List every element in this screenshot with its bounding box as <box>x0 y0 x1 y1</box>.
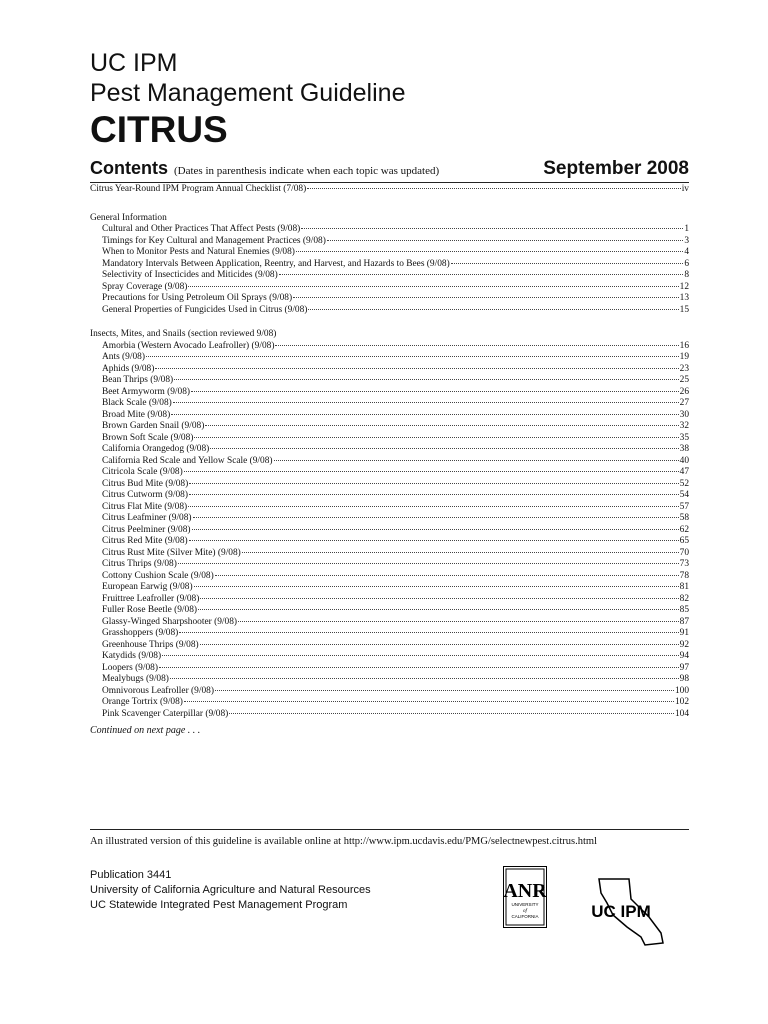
title-guideline: Pest Management Guideline <box>90 79 406 107</box>
insects-list <box>90 341 689 721</box>
toc-entry-title: Timings for Key Cultural and Management Practices (9/08) <box>102 235 326 246</box>
toc-entry-page: 73 <box>679 559 689 569</box>
toc-entry-page: 35 <box>679 432 689 443</box>
dot-leader <box>193 517 679 518</box>
toc-entry-title: Citrus Flat Mite (9/08) <box>102 501 188 512</box>
toc-entry-page: iv <box>681 184 689 194</box>
toc-entry[interactable] <box>90 293 689 305</box>
org-ucipm: UC Statewide Integrated Pest Management Program <box>90 899 348 911</box>
online-version-note: An illustrated version of this guideline is available online at http://www.ipm.ucdavis.edu/PMG/selectnewpest.citrus.html <box>90 836 598 847</box>
toc-entry-page: 12 <box>679 281 689 292</box>
toc-entry[interactable] <box>90 421 689 433</box>
toc-entry[interactable] <box>90 697 689 709</box>
toc-entry-title: Citrus Rust Mite (Silver Mite) (9/08) <box>102 547 241 558</box>
dot-leader <box>238 621 679 622</box>
dot-leader <box>184 471 679 472</box>
top-divider <box>90 182 689 183</box>
toc-entry-title: Citrus Red Mite (9/08) <box>102 536 188 546</box>
dot-leader <box>194 437 678 438</box>
toc-entry[interactable] <box>90 387 689 399</box>
title-ucipm: UC IPM <box>90 49 178 77</box>
toc-entry[interactable] <box>90 674 689 686</box>
toc-entry[interactable] <box>90 375 689 387</box>
toc-entry-title: Brown Garden Snail (9/08) <box>102 421 205 431</box>
toc-entry-page: 38 <box>679 444 689 454</box>
dot-leader <box>451 263 684 264</box>
toc-entry[interactable] <box>90 548 689 560</box>
toc-entry-page: 82 <box>679 593 689 604</box>
toc-entry-title: Spray Coverage (9/08) <box>102 281 188 292</box>
toc-entry-title: Citrus Peelminer (9/08) <box>102 524 191 535</box>
toc-entry[interactable] <box>90 247 689 259</box>
toc-entry-page: 97 <box>679 662 689 673</box>
toc-entry-title: Brown Soft Scale (9/08) <box>102 432 194 443</box>
dot-leader <box>191 391 679 392</box>
toc-entry-page: 98 <box>679 674 689 684</box>
toc-entry-title: Grasshoppers (9/08) <box>102 628 179 638</box>
toc-entry-title: Selectivity of Insecticides and Miticides (9/08) <box>102 270 278 280</box>
toc-entry[interactable] <box>90 651 689 663</box>
title-block <box>90 48 405 150</box>
toc-entry-page: 100 <box>674 685 689 696</box>
toc-entry-page: 30 <box>679 409 689 420</box>
dot-leader <box>192 529 679 530</box>
toc-entry-title: Beet Armyworm (9/08) <box>102 386 191 397</box>
toc-entry-title: Citrus Thrips (9/08) <box>102 559 177 569</box>
contents-header <box>90 158 689 180</box>
toc-entry-title: California Red Scale and Yellow Scale (9/08) <box>102 455 273 466</box>
dot-leader <box>188 506 678 507</box>
toc-entry-page: 78 <box>679 570 689 581</box>
section-heading-insects: Insects, Mites, and Snails (section reviewed 9/08) <box>90 329 277 339</box>
dot-leader <box>159 667 679 668</box>
toc-entry-title: Citricola Scale (9/08) <box>102 467 183 477</box>
toc-entry-page: 92 <box>679 639 689 650</box>
dot-leader <box>184 701 674 702</box>
toc-entry[interactable] <box>90 398 689 410</box>
toc-entry-title: Citrus Cutworm (9/08) <box>102 490 188 500</box>
toc-entry-page: 25 <box>679 375 689 385</box>
toc-entry-page: 102 <box>674 697 689 707</box>
org-anr: University of California Agriculture and Natural Resources <box>90 884 371 896</box>
toc-entry-page: 81 <box>679 582 689 592</box>
toc-entry[interactable] <box>90 582 689 594</box>
contents-note: (Dates in parenthesis indicate when each topic was updated) <box>174 165 440 177</box>
toc-entry[interactable] <box>90 259 689 271</box>
dot-leader <box>215 690 674 691</box>
toc-entry-page: 62 <box>679 524 689 535</box>
toc-entry-title: Aphids (9/08) <box>102 363 155 374</box>
ucipm-logo-text: UC IPM <box>591 902 651 921</box>
toc-entry-title: General Properties of Fungicides Used in Citrus (9/08) <box>102 304 308 315</box>
toc-entry-page: 16 <box>679 340 689 351</box>
toc-entry[interactable] <box>90 536 689 548</box>
toc-entry-page: 52 <box>679 478 689 489</box>
dot-leader <box>296 251 683 252</box>
toc-entry[interactable] <box>90 617 689 629</box>
toc-entry-page: 32 <box>679 421 689 431</box>
anr-logo <box>503 866 547 928</box>
toc-entry-page: 91 <box>679 628 689 638</box>
toc-entry-title: Precautions for Using Petroleum Oil Sprays (9/08) <box>102 293 293 303</box>
dot-leader <box>173 402 679 403</box>
toc-entry-title: Cottony Cushion Scale (9/08) <box>102 570 214 581</box>
continued-note: Continued on next page . . . <box>90 725 201 736</box>
publication-info <box>90 868 371 913</box>
dot-leader <box>327 240 683 241</box>
toc-entry-page: 23 <box>679 363 689 374</box>
toc-entry[interactable] <box>90 444 689 456</box>
toc-entry[interactable] <box>90 224 689 236</box>
dot-leader <box>162 655 679 656</box>
toc-entry[interactable] <box>90 184 689 196</box>
toc-entry-title: California Orangedog (9/08) <box>102 444 210 454</box>
anr-letters: ANR <box>503 880 547 902</box>
toc-entry-title: Glassy-Winged Sharpshooter (9/08) <box>102 616 238 627</box>
toc-entry-page: 27 <box>679 398 689 408</box>
toc-entry-page: 19 <box>679 352 689 362</box>
dot-leader <box>178 563 679 564</box>
toc-entry-title: Mealybugs (9/08) <box>102 674 169 684</box>
dot-leader <box>229 713 674 714</box>
dot-leader <box>215 575 679 576</box>
dot-leader <box>179 632 678 633</box>
dot-leader <box>293 297 679 298</box>
bottom-divider <box>90 829 689 830</box>
dot-leader <box>274 460 679 461</box>
dot-leader <box>275 345 678 346</box>
toc-entry[interactable] <box>90 352 689 364</box>
ucipm-logo <box>571 877 671 947</box>
toc-entry-page: 13 <box>679 293 689 303</box>
dot-leader <box>155 368 678 369</box>
toc-entry-title: Bean Thrips (9/08) <box>102 375 174 385</box>
dot-leader <box>279 274 684 275</box>
toc-entry-page: 40 <box>679 455 689 466</box>
toc-entry-title: Loopers (9/08) <box>102 662 158 673</box>
dot-leader <box>189 540 679 541</box>
contents-date: September 2008 <box>543 158 689 179</box>
dot-leader <box>174 379 678 380</box>
dot-leader <box>210 448 678 449</box>
toc-entry-page: 70 <box>679 547 689 558</box>
toc-entry[interactable] <box>90 559 689 571</box>
toc-entry[interactable] <box>90 686 689 698</box>
dot-leader <box>301 228 683 229</box>
toc-entry-title: European Earwig (9/08) <box>102 582 193 592</box>
dot-leader <box>200 598 678 599</box>
toc-entry-title: Black Scale (9/08) <box>102 398 172 408</box>
dot-leader <box>146 356 679 357</box>
toc-entry[interactable] <box>90 709 689 721</box>
toc-entry[interactable] <box>90 663 689 675</box>
toc-entry-title: Citrus Leafminer (9/08) <box>102 513 192 523</box>
toc-entry-page: 8 <box>684 270 689 280</box>
toc-entry[interactable] <box>90 605 689 617</box>
toc-entry-title: Amorbia (Western Avocado Leafroller) (9/08) <box>102 340 275 351</box>
toc-entry-title: Ants (9/08) <box>102 352 145 362</box>
dot-leader <box>205 425 678 426</box>
toc-entry[interactable] <box>90 236 689 248</box>
toc-entry-title: Cultural and Other Practices That Affect Pests (9/08) <box>102 224 301 234</box>
table-of-contents <box>90 184 689 720</box>
toc-entry[interactable] <box>90 364 689 376</box>
toc-entry-title: Mandatory Intervals Between Application, Reentry, and Harvest, and Hazards to Bees (9/08) <box>102 258 450 269</box>
general-info-list <box>90 224 689 316</box>
toc-entry[interactable] <box>90 456 689 468</box>
toc-entry-title: Broad Mite (9/08) <box>102 409 171 420</box>
toc-entry-page: 104 <box>674 708 689 719</box>
dot-leader <box>242 552 679 553</box>
toc-entry-page: 57 <box>679 501 689 512</box>
toc-entry-page: 3 <box>684 235 689 246</box>
toc-entry-title: Fuller Rose Beetle (9/08) <box>102 605 198 615</box>
toc-entry-title: Citrus Bud Mite (9/08) <box>102 478 189 489</box>
dot-leader <box>307 188 680 189</box>
toc-entry-page: 58 <box>679 513 689 523</box>
toc-entry[interactable] <box>90 594 689 606</box>
toc-entry-title: Omnivorous Leafroller (9/08) <box>102 685 214 696</box>
dot-leader <box>171 414 678 415</box>
dot-leader <box>189 483 678 484</box>
toc-entry-page: 54 <box>679 490 689 500</box>
toc-entry[interactable] <box>90 525 689 537</box>
toc-entry[interactable] <box>90 640 689 652</box>
toc-entry-title: Greenhouse Thrips (9/08) <box>102 639 199 650</box>
dot-leader <box>194 586 679 587</box>
toc-entry-page: 1 <box>684 224 689 234</box>
title-citrus: CITRUS <box>90 109 228 150</box>
toc-entry[interactable] <box>90 628 689 640</box>
anr-sub-2: of <box>523 909 527 914</box>
toc-entry[interactable] <box>90 282 689 294</box>
publication-number: Publication 3441 <box>90 869 172 881</box>
toc-entry-title: When to Monitor Pests and Natural Enemies (9/08) <box>102 247 295 257</box>
anr-sub-3: CALIFORNIA <box>511 914 539 919</box>
dot-leader <box>170 678 679 679</box>
anr-sub-1: UNIVERSITY <box>511 902 539 907</box>
toc-entry-page: 87 <box>679 616 689 627</box>
toc-entry-title: Katydids (9/08) <box>102 651 162 661</box>
toc-entry[interactable] <box>90 490 689 502</box>
toc-entry[interactable] <box>90 513 689 525</box>
toc-entry[interactable] <box>90 479 689 491</box>
toc-entry-page: 6 <box>684 258 689 269</box>
section-heading-general: General Information <box>90 212 167 223</box>
toc-entry-page: 4 <box>684 247 689 257</box>
toc-entry[interactable] <box>90 270 689 282</box>
dot-leader <box>200 644 679 645</box>
toc-entry-page: 85 <box>679 605 689 615</box>
toc-entry[interactable] <box>90 410 689 422</box>
toc-entry-title: Fruittree Leafroller (9/08) <box>102 593 200 604</box>
toc-entry-title: Citrus Year-Round IPM Program Annual Checklist (7/08) <box>90 184 307 194</box>
dot-leader <box>198 609 679 610</box>
contents-label: Contents <box>90 158 168 178</box>
toc-entry-title: Pink Scavenger Caterpillar (9/08) <box>102 708 229 719</box>
toc-entry[interactable] <box>90 502 689 514</box>
toc-entry[interactable] <box>90 571 689 583</box>
dot-leader <box>188 286 678 287</box>
toc-entry-title: Orange Tortrix (9/08) <box>102 697 183 707</box>
toc-entry[interactable] <box>90 433 689 445</box>
toc-entry-page: 47 <box>679 467 689 477</box>
toc-entry-page: 26 <box>679 386 689 397</box>
toc-entry-page: 15 <box>679 304 689 315</box>
toc-entry-page: 94 <box>679 651 689 661</box>
toc-entry-page: 65 <box>679 536 689 546</box>
toc-entry[interactable] <box>90 467 689 479</box>
toc-entry[interactable] <box>90 305 689 317</box>
toc-entry[interactable] <box>90 341 689 353</box>
dot-leader <box>308 309 678 310</box>
dot-leader <box>189 494 679 495</box>
